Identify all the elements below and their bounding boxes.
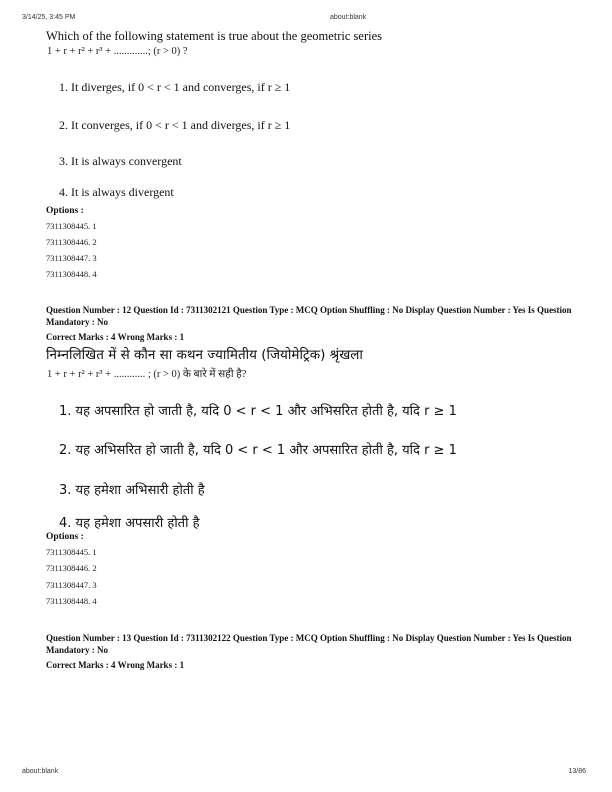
- q12-hindi-series: 1 + r + r² + r³ + ............ ; (r > 0) के बारे में सही है?: [47, 369, 247, 380]
- page-number: 13/86: [568, 768, 586, 775]
- q11-option-code: 7311308445. 1: [46, 221, 97, 231]
- header-url: about:blank: [330, 14, 367, 21]
- q12-options-label: Options :: [46, 532, 84, 542]
- q12-option-4: 4. यह हमेशा अपसारी होती है: [59, 516, 200, 531]
- q12-option-3: 3. यह हमेशा अभिसारी होती है: [59, 483, 205, 498]
- q12-option-code: 7311308447. 3: [46, 580, 97, 590]
- q12-option-code: 7311308448. 4: [46, 596, 97, 606]
- q12-option-code: 7311308445. 1: [46, 547, 97, 557]
- q12-marks: Correct Marks : 4 Wrong Marks : 1: [46, 332, 185, 342]
- q11-option-1: 1. It diverges, if 0 < r < 1 and converges, if r ≥ 1: [59, 80, 291, 94]
- q12-option-code: 7311308446. 2: [46, 563, 97, 573]
- q11-option-code: 7311308446. 2: [46, 237, 97, 247]
- q11-option-code: 7311308448. 4: [46, 269, 97, 279]
- print-datetime: 3/14/25, 3:45 PM: [22, 14, 76, 21]
- question-11-series: 1 + r + r² + r³ + .............; (r > 0) ?: [47, 46, 188, 57]
- q11-option-code: 7311308447. 3: [46, 253, 97, 263]
- q13-meta: Question Number : 13 Question Id : 7311302122 Question Type : MCQ Option Shuffling : No Display Question Number : Yes Is Question Mandatory : No: [46, 633, 572, 655]
- q12-hindi-text: निम्नलिखित में से कौन सा कथन ज्यामितीय (जियोमेट्रिक) श्रृंखला: [46, 347, 363, 363]
- question-11-text: Which of the following statement is true about the geometric series: [46, 29, 383, 43]
- footer-url: about:blank: [22, 768, 59, 775]
- q11-option-3: 3. It is always convergent: [59, 154, 182, 168]
- q11-option-4: 4. It is always divergent: [59, 185, 174, 199]
- q12-option-2: 2. यह अभिसरित हो जाती है, यदि 0 < r < 1 और अपसारित होती है, यदि r ≥ 1: [59, 443, 457, 458]
- q12-meta: Question Number : 12 Question Id : 7311302121 Question Type : MCQ Option Shuffling : No Display Question Number : Yes Is Question Mandatory : No: [46, 305, 572, 327]
- q12-option-1: 1. यह अपसारित हो जाती है, यदि 0 < r < 1 और अभिसरित होती है, यदि r ≥ 1: [59, 404, 457, 419]
- q11-option-2: 2. It converges, if 0 < r < 1 and diverges, if r ≥ 1: [59, 118, 291, 132]
- q11-options-label: Options :: [46, 206, 84, 216]
- q13-marks: Correct Marks : 4 Wrong Marks : 1: [46, 660, 185, 670]
